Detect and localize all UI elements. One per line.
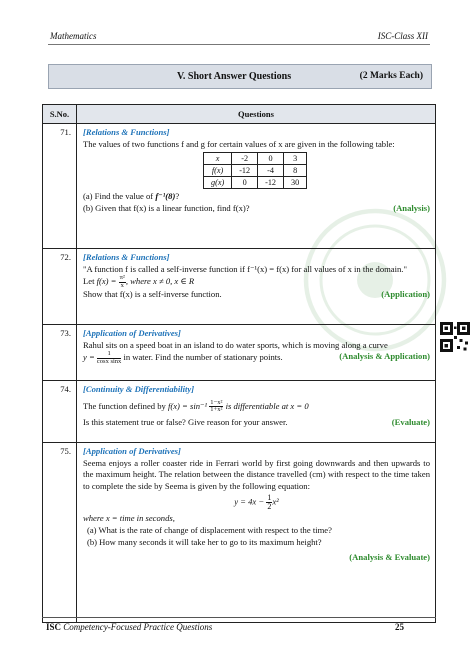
section-title: V. Short Answer Questions — [177, 71, 292, 82]
footer-rule — [42, 617, 436, 618]
question-row-72 — [43, 249, 436, 325]
question-function: The function defined by f(x) = sin⁻¹ $\frac{\text{1−x²}}{\text{1+x²}}$ is differentiable at x = 0 — [83, 398, 309, 414]
question-part-b: (b) How many seconds it will take her to go to its maximum height? — [87, 536, 322, 547]
table-cell: 8 — [284, 165, 307, 177]
question-where: where x = time in seconds, — [83, 513, 175, 524]
question-row-73 — [43, 325, 436, 381]
page-number: 25 — [395, 622, 404, 632]
question-text: The values of two functions f and g for certain values of x are given in the following table: — [83, 138, 395, 149]
question-part-a: (a) What is the rate of change of displacement with respect to the time? — [87, 524, 332, 535]
values-table — [203, 152, 307, 189]
question-topic: [Relations & Functions] — [83, 252, 170, 262]
sno-header: S.No. — [43, 105, 77, 124]
table-cell: 3 — [284, 153, 307, 165]
question-formula: y = 4x − $\frac{1}{2}x^2$ — [234, 493, 279, 512]
table-cell: -12 — [258, 177, 284, 189]
footer-title: ISC Competency-Focused Practice Questions — [46, 622, 213, 632]
question-number: 73. — [43, 325, 77, 381]
question-row-71 — [43, 124, 436, 249]
question-topic: [Continuity & Differentiability] — [83, 384, 195, 394]
cognitive-level-tag: (Application) — [381, 289, 430, 300]
question-text: Seema enjoys a roller coaster ride in Ferrari world by first going downwards and then upwards to the maximum height. The relation between the distance travelled (cm) with respect to the time taken to complete the side by Seema is given by the following equation: — [83, 457, 430, 491]
cognitive-level-tag: (Evaluate) — [391, 416, 430, 427]
question-text: "A function f is called a self-inverse function if f⁻¹(x) = f(x) for all values of x in the domain." — [83, 263, 407, 274]
header-rule — [48, 44, 430, 45]
question-equation: y = $\frac{1}{\text{cosx sinx}}$ in water. Find the number of stationary points. (Analysis & Application) — [83, 350, 430, 365]
question-row-74 — [43, 381, 436, 443]
qr-code-icon — [440, 322, 470, 352]
question-show: Show that f(x) is a self-inverse function. (Application) — [83, 289, 430, 300]
question-topic: [Relations & Functions] — [83, 127, 170, 137]
question-text: Is this statement true or false? Give reason for your answer. (Evaluate) — [83, 416, 430, 427]
question-topic: [Application of Derivatives] — [83, 328, 181, 338]
question-part-a: (a) Find the value of f⁻¹(8)? — [83, 191, 180, 202]
table-cell: f(x) — [204, 165, 232, 177]
question-topic: [Application of Derivatives] — [83, 446, 181, 456]
question-part-b: (b) Given that f(x) is a linear function, find f(x)? (Analysis) — [83, 202, 430, 213]
table-header-row — [43, 105, 436, 124]
question-row-75 — [43, 443, 436, 623]
section-marks: (2 Marks Each) — [359, 71, 423, 81]
question-text: Rahul sits on a speed boat in an island to do water sports, which is moving along a curve — [83, 339, 388, 350]
table-cell: -12 — [232, 165, 258, 177]
question-let: Let f(x) = $\frac{\text{π²}}{x}$, where x ≠ 0, x ∈ R — [83, 274, 195, 289]
question-number: 71. — [43, 124, 77, 249]
cognitive-level-tag: (Analysis & Evaluate) — [349, 552, 430, 563]
section-banner — [48, 64, 432, 89]
question-number: 75. — [43, 443, 77, 623]
header-class: ISC-Class XII — [377, 31, 428, 41]
questions-table — [42, 104, 436, 623]
question-number: 72. — [43, 249, 77, 325]
question-number: 74. — [43, 381, 77, 443]
header-subject: Mathematics — [50, 31, 97, 41]
cognitive-level-tag: (Analysis & Application) — [339, 351, 430, 362]
table-cell: 30 — [284, 177, 307, 189]
table-cell: x — [204, 153, 232, 165]
cognitive-level-tag: (Analysis) — [393, 202, 430, 213]
table-cell: 0 — [258, 153, 284, 165]
questions-header: Questions — [77, 105, 436, 124]
table-cell: -2 — [232, 153, 258, 165]
table-cell: -4 — [258, 165, 284, 177]
table-cell: 0 — [232, 177, 258, 189]
table-cell: g(x) — [204, 177, 232, 189]
